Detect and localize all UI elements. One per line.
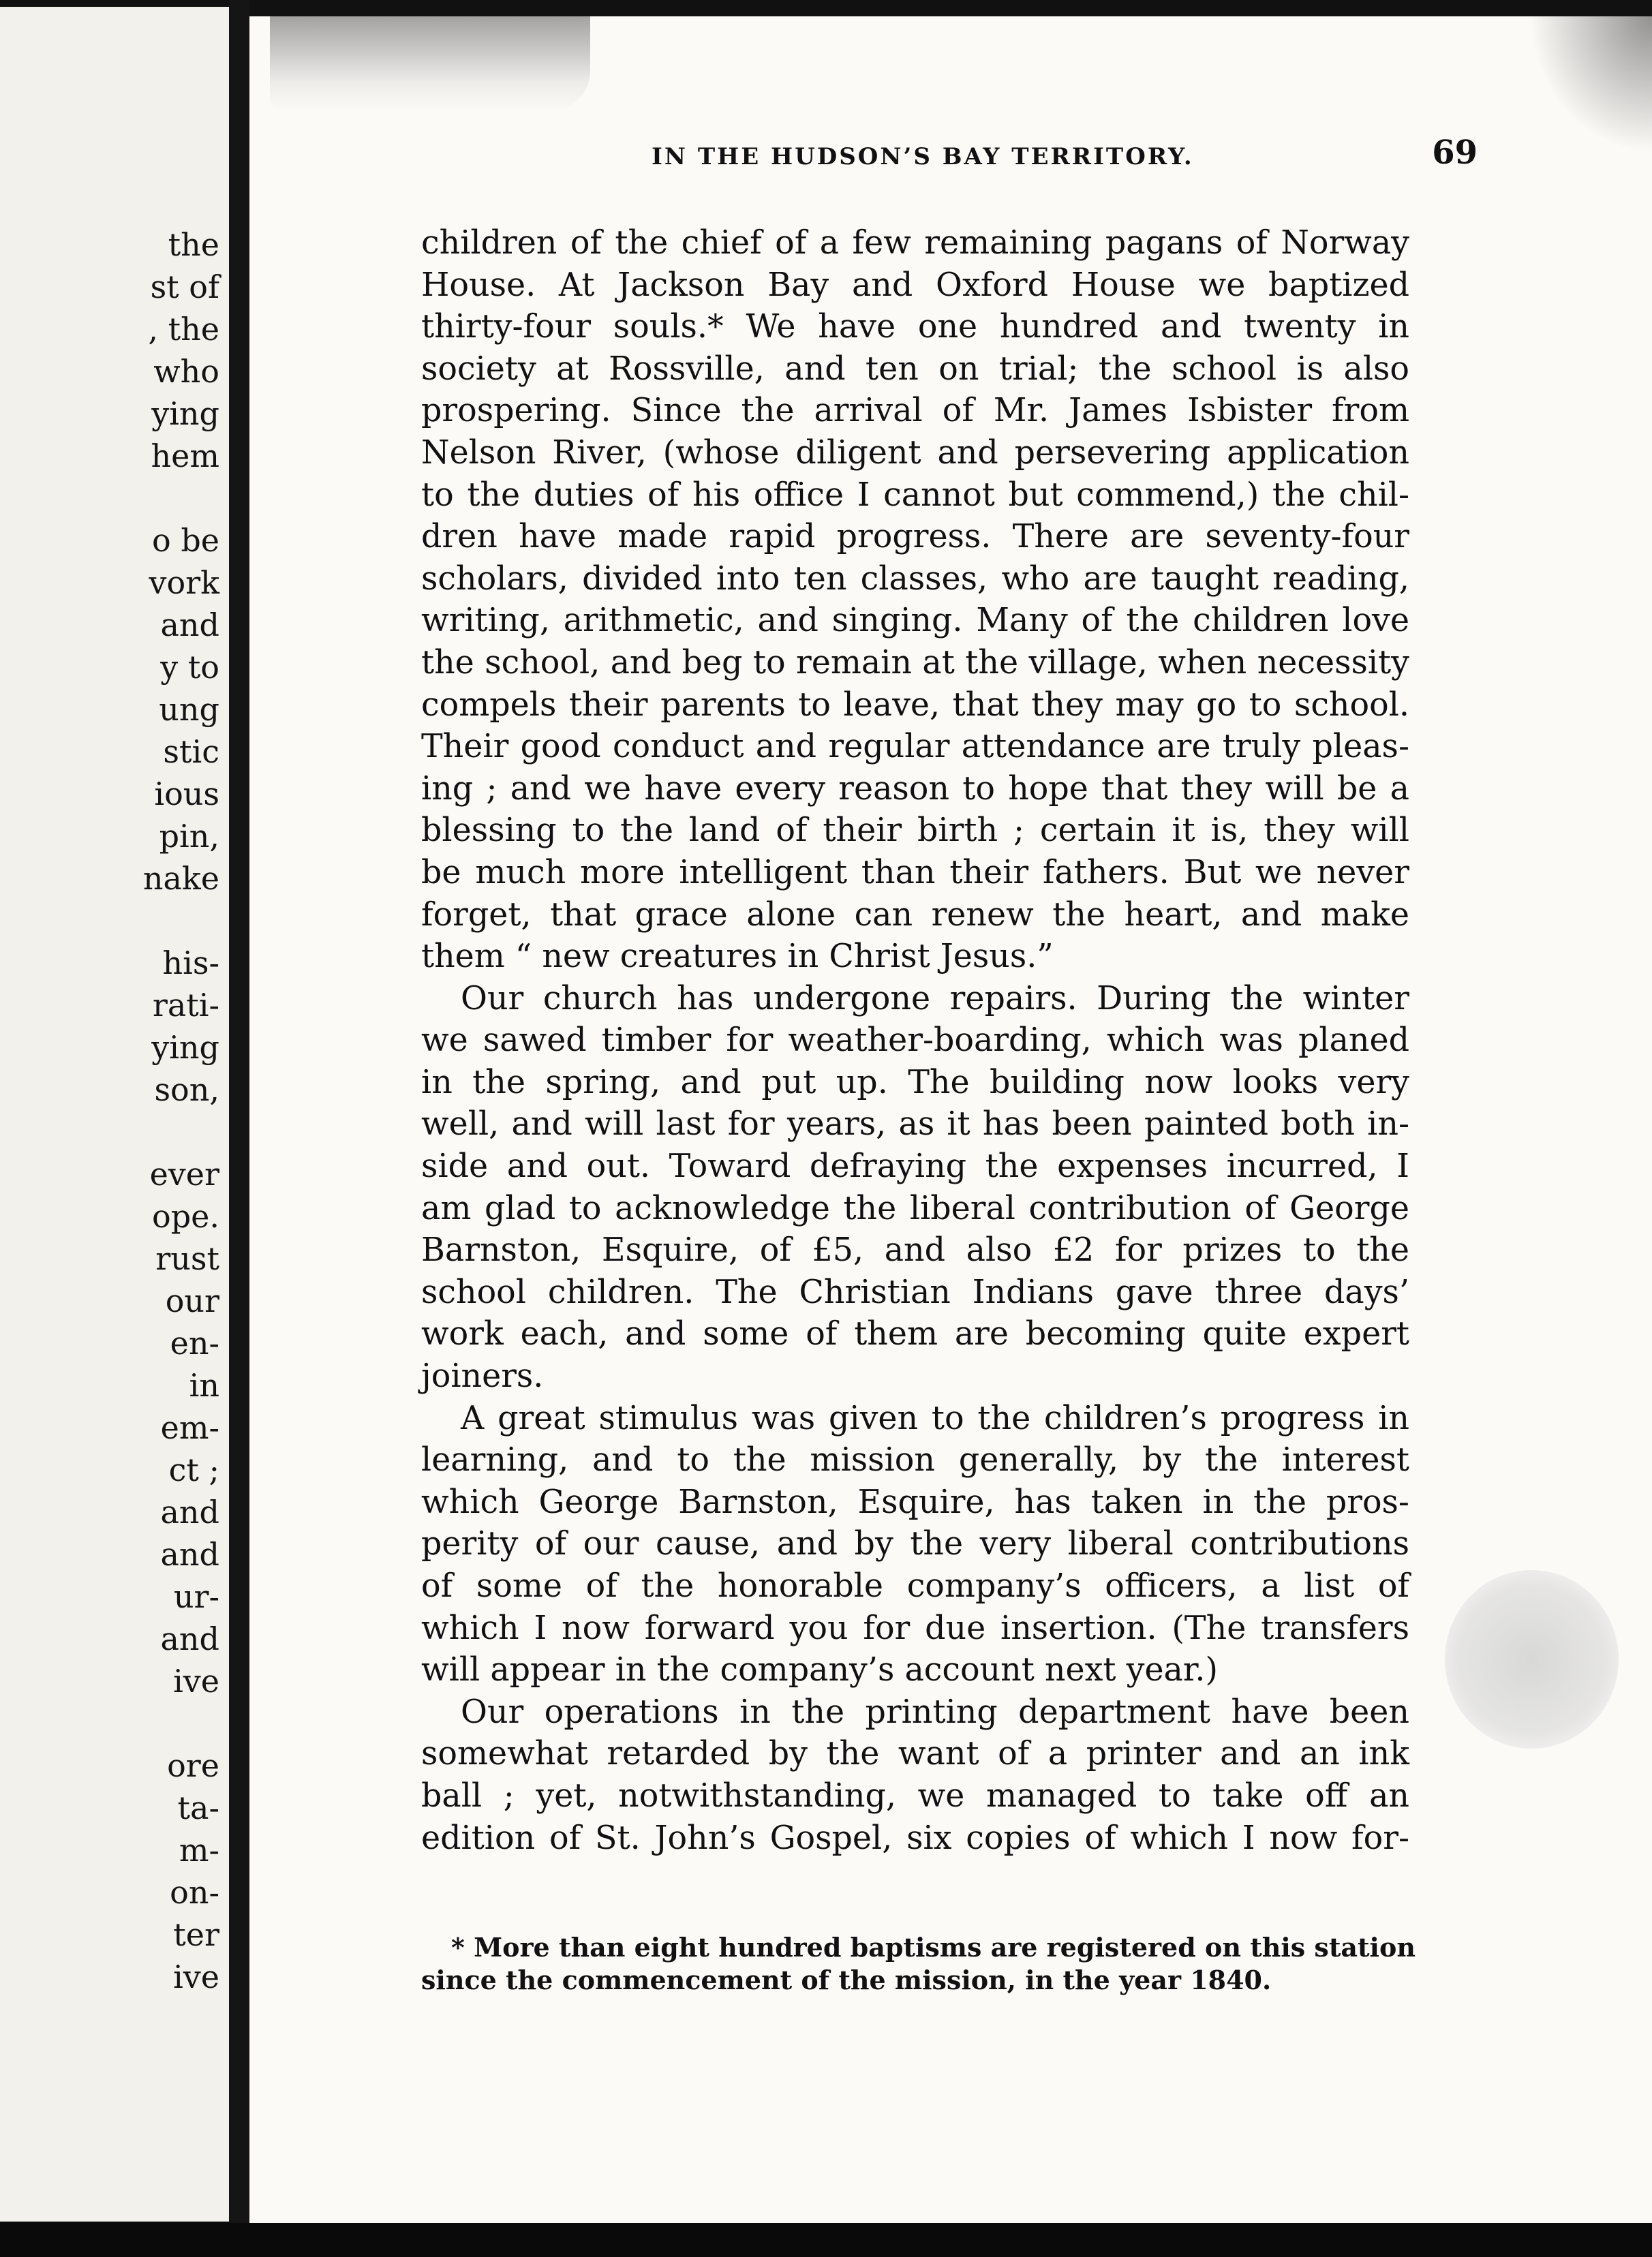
facing-line: m-: [179, 1832, 219, 1869]
text-line: children of the chief of a few remaining pagans of Norway: [421, 224, 1409, 262]
facing-page-fragment: [0, 7, 229, 2222]
text-line: well, and will last for years, as it has been painted both in-: [421, 1105, 1409, 1143]
text-line: school children. The Christian Indians gave three days’: [421, 1273, 1409, 1311]
facing-line: ung: [159, 691, 219, 728]
text-line: Barnston, Esquire, of £5, and also £2 for prizes to the: [421, 1231, 1409, 1270]
facing-line: [0, 900, 219, 942]
facing-line: [0, 1702, 219, 1745]
text-line: perity of our cause, and by the very liberal contributions: [421, 1525, 1409, 1563]
facing-line: the: [168, 226, 219, 263]
footnote-line: * More than eight hundred baptisms are registered on this station: [451, 1932, 1416, 1963]
facing-line: and: [160, 1536, 219, 1573]
paragraph-end-line: them “ new creatures in Christ Jesus.”: [421, 938, 1054, 976]
text-line: which George Barnston, Esquire, has taken in the pros-: [421, 1483, 1409, 1521]
facing-line: and: [160, 607, 219, 643]
paragraph-end-line: will appear in the company’s account next year.): [421, 1651, 1218, 1689]
facing-line: rust: [155, 1240, 219, 1277]
text-line: edition of St. John’s Gospel, six copies of which I now for-: [421, 1819, 1409, 1857]
facing-line: ive: [173, 1959, 219, 1995]
body-text: [421, 222, 1409, 1859]
facing-line: ying: [151, 395, 219, 432]
text-line: ing ; and we have every reason to hope that they will be a: [421, 769, 1409, 808]
text-line: am glad to acknowledge the liberal contribution of George: [421, 1189, 1409, 1227]
facing-line: who: [153, 353, 219, 390]
text-line: writing, arithmetic, and singing. Many of the children love: [421, 602, 1409, 640]
text-line: which I now forward you for due insertion. (The transfers: [421, 1609, 1409, 1647]
facing-line: ope.: [152, 1198, 219, 1235]
facing-line: and: [160, 1494, 219, 1531]
facing-line: y to: [160, 649, 219, 686]
facing-line: on-: [170, 1874, 219, 1911]
text-line: Nelson River, (whose diligent and persevering application: [421, 433, 1409, 472]
text-line: forget, that grace alone can renew the heart, and make: [421, 895, 1409, 934]
paragraph-start-line: A great stimulus was given to the children’s progress in: [461, 1399, 1409, 1437]
facing-line: en-: [170, 1325, 219, 1362]
footnote-line: since the commencement of the mission, in the year 1840.: [421, 1965, 1272, 1995]
facing-page-text: [0, 224, 219, 1998]
book-page: [249, 16, 1652, 2223]
text-line: to the duties of his office I cannot but commend,) the chil-: [421, 476, 1409, 514]
facing-line: hem: [151, 437, 219, 474]
facing-line: ying: [151, 1029, 219, 1066]
facing-line: ct ;: [168, 1452, 219, 1488]
facing-line: in: [189, 1367, 219, 1404]
paragraph-start-line: Our operations in the printing department have been: [461, 1693, 1409, 1731]
text-line: ball ; yet, notwithstanding, we managed to take off an: [421, 1777, 1409, 1815]
running-head: IN THE HUDSON’S BAY TERRITORY.: [652, 143, 1194, 170]
facing-line: ore: [167, 1747, 219, 1784]
text-line: dren have made rapid progress. There are seventy-four: [421, 518, 1409, 556]
text-line: learning, and to the mission generally, by the interest: [421, 1441, 1409, 1479]
facing-line: ter: [173, 1916, 219, 1953]
scan-bottom-edge: [0, 2223, 1652, 2257]
text-line: we sawed timber for weather-boarding, which was planed: [421, 1022, 1409, 1060]
text-line: the school, and beg to remain at the village, when necessity: [421, 643, 1409, 681]
text-line: society at Rossville, and ten on trial; the school is also: [421, 350, 1409, 388]
facing-line: st of: [150, 268, 219, 305]
text-line: Their good conduct and regular attendance are truly pleas-: [421, 728, 1409, 766]
facing-line: ever: [149, 1156, 219, 1193]
facing-line: vork: [149, 564, 219, 601]
text-line: of some of the honorable company’s officers, a list of: [421, 1567, 1409, 1605]
text-line: somewhat retarded by the want of a printer and an ink: [421, 1735, 1409, 1773]
facing-line: nake: [142, 860, 219, 897]
facing-line: ious: [154, 776, 219, 812]
facing-line: em-: [160, 1409, 219, 1446]
facing-line: ta-: [177, 1790, 219, 1826]
facing-line: ive: [173, 1663, 219, 1700]
facing-line: [0, 477, 219, 519]
facing-line: son,: [154, 1071, 219, 1108]
text-line: scholars, divided into ten classes, who are taught reading,: [421, 559, 1409, 598]
page-number: 69: [1432, 134, 1478, 172]
text-line: side and out. Toward defraying the expenses incurred, I: [421, 1148, 1409, 1186]
facing-line: stic: [163, 733, 219, 770]
facing-line: o be: [152, 522, 219, 559]
text-line: thirty-four souls.* We have one hundred and twenty in: [421, 308, 1409, 346]
facing-line: [0, 1111, 219, 1153]
corner-shadow: [1529, 16, 1652, 153]
facing-line: ur-: [173, 1578, 219, 1615]
facing-line: and: [160, 1621, 219, 1657]
paragraph-end-line: joiners.: [421, 1357, 544, 1396]
text-line: compels their parents to leave, that they may go to school.: [421, 686, 1409, 724]
text-line: blessing to the land of their birth ; certain it is, they will: [421, 812, 1409, 850]
footnote: [421, 1931, 1416, 1997]
text-line: in the spring, and put up. The building now looks very: [421, 1063, 1409, 1101]
water-stain: [1445, 1570, 1619, 1749]
facing-line: our: [165, 1283, 219, 1319]
text-line: prospering. Since the arrival of Mr. James Isbister from: [421, 392, 1409, 430]
paragraph-start-line: Our church has undergone repairs. During the winter: [461, 979, 1409, 1017]
text-line: House. At Jackson Bay and Oxford House we baptized: [421, 266, 1409, 304]
facing-line: his-: [162, 945, 219, 981]
facing-line: , the: [148, 311, 219, 348]
book-gutter: [229, 0, 249, 2257]
text-line: be much more intelligent than their fathers. But we never: [421, 853, 1409, 891]
facing-line: rati-: [152, 987, 219, 1024]
text-line: work each, and some of them are becoming quite expert: [421, 1315, 1409, 1353]
scan-smudge: [270, 16, 590, 112]
facing-line: pin,: [159, 818, 219, 855]
